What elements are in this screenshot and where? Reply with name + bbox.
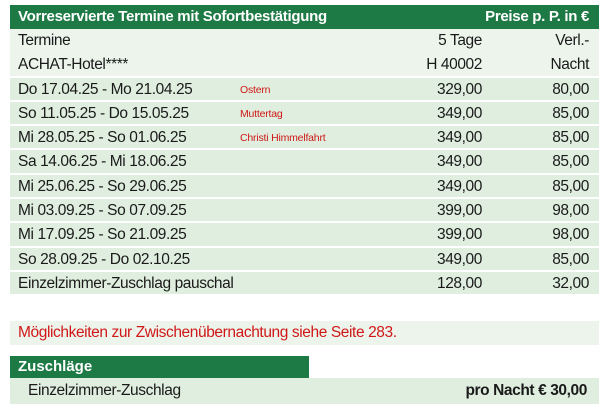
date-range: Do 17.04.25 - Mo 21.04.25 bbox=[18, 80, 193, 98]
surcharges-header bbox=[10, 356, 309, 378]
date-range: So 11.05.25 - Do 15.05.25 bbox=[18, 104, 189, 122]
column-header-dates: Termine bbox=[18, 32, 71, 49]
table-row bbox=[10, 199, 599, 223]
extension-price: 85,00 bbox=[552, 104, 589, 122]
price: 329,00 bbox=[436, 80, 482, 98]
date-range: Mi 25.06.25 - So 29.06.25 bbox=[18, 177, 187, 195]
price: 349,00 bbox=[436, 153, 482, 171]
table-row bbox=[10, 248, 599, 272]
hotel-unit: Nacht bbox=[550, 56, 589, 74]
surcharge-label: Einzelzimmer-Zuschlag bbox=[28, 382, 181, 399]
price: 349,00 bbox=[436, 129, 482, 147]
extension-price: 85,00 bbox=[552, 129, 589, 147]
date-range: So 28.09.25 - Do 02.10.25 bbox=[18, 250, 190, 268]
table-row bbox=[10, 102, 599, 126]
single-room-price: 128,00 bbox=[436, 274, 482, 292]
hotel-code: H 40002 bbox=[426, 56, 482, 74]
table-row bbox=[10, 223, 599, 247]
holiday-note: Christi Himmelfahrt bbox=[240, 132, 326, 145]
dates-table bbox=[10, 29, 599, 296]
column-header-extension: Verl.- bbox=[555, 32, 589, 49]
column-header-days: 5 Tage bbox=[438, 32, 482, 49]
single-room-extension: 32,00 bbox=[552, 274, 589, 292]
holiday-note: Ostern bbox=[240, 83, 271, 96]
table-row bbox=[10, 175, 599, 199]
hotel-row bbox=[10, 53, 599, 77]
extension-price: 85,00 bbox=[552, 250, 589, 268]
price: 399,00 bbox=[436, 226, 482, 244]
table-row bbox=[10, 126, 599, 150]
hotel-name: ACHAT-Hotel**** bbox=[18, 56, 129, 74]
price-table bbox=[10, 5, 599, 408]
surcharge-row bbox=[10, 378, 599, 404]
price-note: Preise p. P. in € bbox=[485, 8, 589, 25]
price: 349,00 bbox=[436, 104, 482, 122]
single-room-row bbox=[10, 272, 599, 296]
info-note bbox=[10, 321, 599, 345]
date-range: Mi 03.09.25 - So 07.09.25 bbox=[18, 202, 187, 220]
holiday-note: Muttertag bbox=[240, 107, 283, 120]
date-range: Mi 17.09.25 - So 21.09.25 bbox=[18, 226, 187, 244]
date-range: Sa 14.06.25 - Mi 18.06.25 bbox=[18, 153, 187, 171]
extension-price: 98,00 bbox=[552, 226, 589, 244]
single-room-label: Einzelzimmer-Zuschlag pauschal bbox=[18, 274, 234, 292]
info-text: Möglichkeiten zur Zwischenübernachtung siehe Seite 283. bbox=[18, 324, 397, 341]
surcharge-value: pro Nacht € 30,00 bbox=[465, 382, 587, 399]
date-range: Mi 28.05.25 - So 01.06.25 bbox=[18, 129, 187, 147]
table-row bbox=[10, 150, 599, 174]
extension-price: 85,00 bbox=[552, 153, 589, 171]
extension-price: 80,00 bbox=[552, 80, 589, 98]
surcharges-title: Zuschläge bbox=[18, 358, 93, 375]
table-row bbox=[10, 78, 599, 102]
price: 349,00 bbox=[436, 250, 482, 268]
price: 349,00 bbox=[436, 177, 482, 195]
extension-price: 85,00 bbox=[552, 177, 589, 195]
table-title: Vorreservierte Termine mit Sofortbestätigung bbox=[18, 8, 327, 25]
price: 399,00 bbox=[436, 202, 482, 220]
table-header-bar bbox=[10, 5, 599, 29]
extension-price: 98,00 bbox=[552, 202, 589, 220]
column-header-row bbox=[10, 29, 599, 53]
